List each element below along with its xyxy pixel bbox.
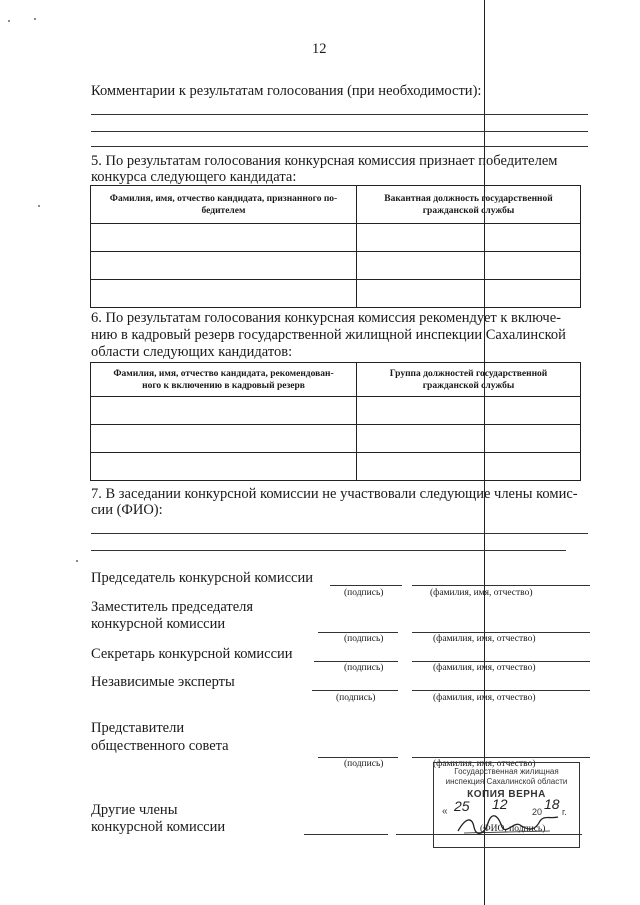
stamp-org-line2: инспекция Сахалинской области [445,777,568,786]
section7-text-line1: 7. В заседании конкурсной комиссии не участвовали следующие члены комис- [91,486,578,502]
section6-text-line1: 6. По результатам голосования конкурсная комиссия рекомендует к включе- [91,310,561,326]
signature-caption: (подпись) [336,693,376,703]
column-header-group [357,363,581,397]
section5-text-line2: конкурса следующего кандидата: [91,169,297,185]
other-members-label-line1: Другие члены [91,802,178,818]
table-cell[interactable] [91,224,357,252]
table-cell[interactable] [357,224,581,252]
table-cell[interactable] [357,252,581,280]
signature-caption: (подпись) [344,663,384,673]
comments-line-1 [91,114,588,115]
public-council-signature-line[interactable] [318,757,398,758]
speck [38,205,40,207]
comments-line-2 [91,131,588,132]
deputy-label-line1: Заместитель председателя [91,599,254,615]
column-header-text: бедителем [201,205,246,216]
other-members-signature-line[interactable] [304,834,388,835]
signature-caption: (подпись) [344,634,384,644]
column-header-candidate [91,363,357,397]
public-council-label-line2: общественного совета [91,738,229,754]
table-row [91,397,581,425]
column-header-text: гражданской службы [422,380,515,391]
section6-text-line3: области следующих кандидатов: [91,344,293,360]
stamp-date-century: 20 [532,807,543,817]
column-header-text: Фамилия, имя, отчество кандидата, признанного по- [109,193,338,204]
table-row [91,453,581,481]
name-caption: (фамилия, имя, отчество) [433,634,536,644]
reserve-table [90,362,581,481]
comments-heading: Комментарии к результатам голосования (при необходимости): [91,83,482,99]
speck [34,18,36,20]
speck [76,560,78,562]
secretary-label: Секретарь конкурсной комиссии [91,646,293,662]
chairman-name-line[interactable] [412,585,590,586]
table-cell[interactable] [91,453,357,481]
stamp-org-line1: Государственная жилищная [454,767,559,776]
copy-certified-stamp [433,762,580,848]
table-cell[interactable] [91,252,357,280]
section5-text-line1: 5. По результатам голосования конкурсная комиссия признает победителем [91,153,558,169]
handwritten-signature-icon [454,813,564,837]
column-header-text: Вакантная должность государственной [384,193,553,204]
name-caption: (фамилия, имя, отчество) [433,663,536,673]
name-caption: (фамилия, имя, отчество) [433,693,536,703]
chairman-signature-line[interactable] [330,585,402,586]
speck [8,20,10,22]
stamp-date-day: 25 [454,798,470,814]
deputy-label-line2: конкурсной комиссии [91,616,226,632]
experts-name-line[interactable] [412,690,590,691]
section6-text-line2: нию в кадровый резерв государственной жилищной инспекции Сахалинской [91,327,566,343]
table-row [91,425,581,453]
table-row [91,224,581,252]
signature-caption: (подпись) [344,759,384,769]
chairman-label: Председатель конкурсной комиссии [91,570,313,586]
table-row [91,280,581,308]
column-header-text: ного к включению в кадровый резерв [142,380,305,391]
absent-line-2 [91,550,566,551]
column-header-text: Группа должностей государственной [389,368,548,379]
public-council-name-line[interactable] [412,757,590,758]
comments-line-3 [91,146,588,147]
column-header-candidate [91,186,357,224]
column-header-position [357,186,581,224]
table-cell[interactable] [357,425,581,453]
table-cell[interactable] [91,280,357,308]
table-header-row [91,186,581,224]
table-cell[interactable] [91,397,357,425]
stamp-date-year: 18 [544,796,560,812]
absent-line-1 [91,533,588,534]
winner-table [90,185,581,308]
name-caption: (фамилия, имя, отчество) [433,759,536,769]
public-council-label-line1: Представители [91,720,185,736]
table-header-row [91,363,581,397]
section7-text-line2: сии (ФИО): [91,502,163,518]
experts-signature-line[interactable] [312,690,398,691]
secretary-signature-line[interactable] [314,661,398,662]
stamp-year-suffix: г. [562,807,567,817]
table-cell[interactable] [357,397,581,425]
signature-caption: (подпись) [344,588,384,598]
deputy-signature-line[interactable] [318,632,398,633]
table-cell[interactable] [357,280,581,308]
column-header-text: Фамилия, имя, отчество кандидата, рекомендован- [113,368,334,379]
other-members-label-line2: конкурсной комиссии [91,819,226,835]
secretary-name-line[interactable] [412,661,590,662]
column-header-text: гражданской службы [422,205,515,216]
name-caption: (фамилия, имя, отчество) [430,588,533,598]
stamp-certified-text: КОПИЯ ВЕРНА [467,789,546,800]
table-row [91,252,581,280]
experts-label: Независимые эксперты [91,674,235,690]
table-cell[interactable] [357,453,581,481]
stamp-date-prefix: « [442,806,448,817]
fio-caption: (ФИО, подпись) [480,824,546,834]
page-number: 12 [312,41,327,57]
table-cell[interactable] [91,425,357,453]
deputy-name-line[interactable] [412,632,590,633]
stamp-date-month: 12 [492,796,508,812]
